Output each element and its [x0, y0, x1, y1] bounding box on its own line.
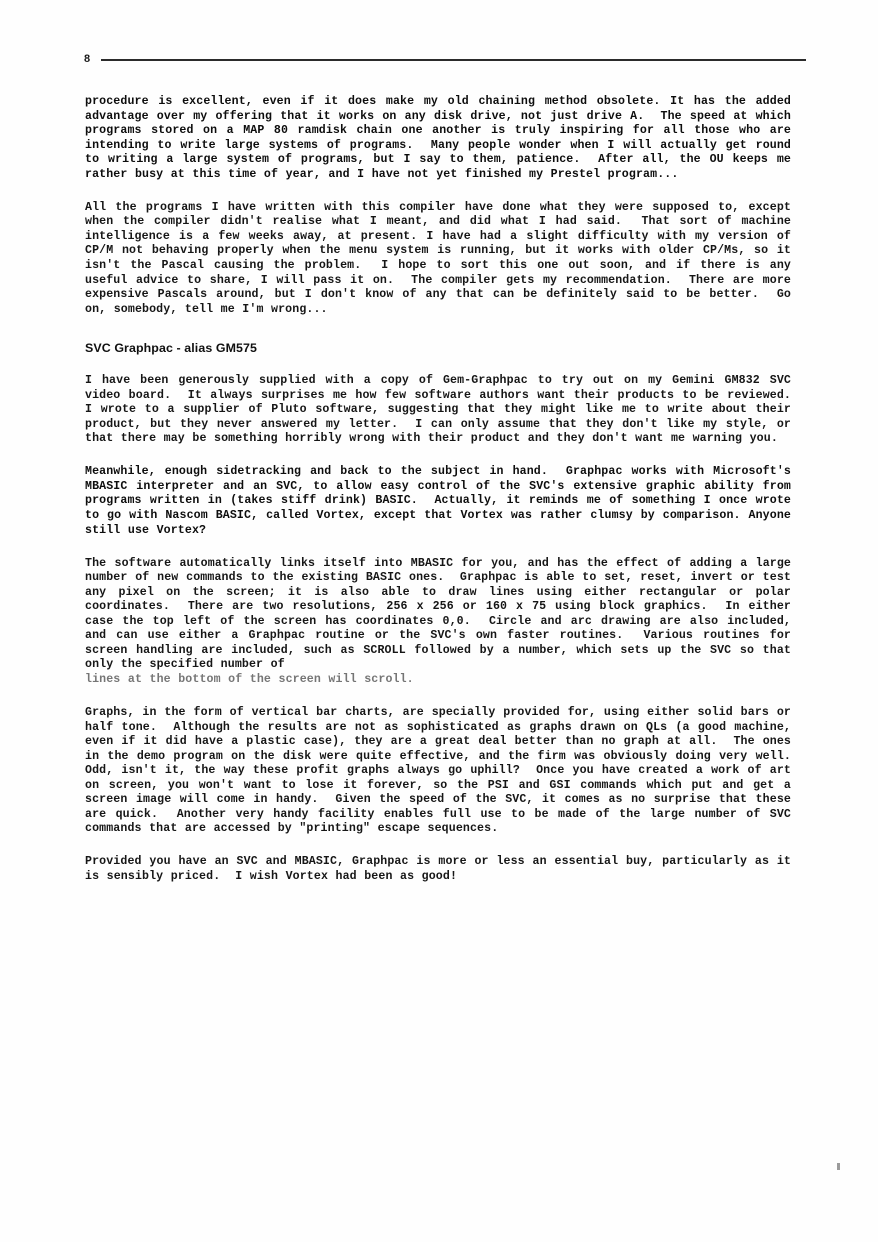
paragraph: Meanwhile, enough sidetracking and back to the subject in hand. Graphpac works with Microsoft's MBASIC interpreter and an SVC, to allow easy control of the SVC's extensive graphic ability from programs written in (takes stiff drink) BASIC. Actually, it reminds me of something I once wrote to go with Nascom BASIC, called Vortex, except that Vortex was rather clumsy by comparison. Anyone still use Vortex?	[85, 465, 799, 537]
paragraph-spacer	[85, 699, 791, 706]
paragraph: Provided you have an SVC and MBASIC, Graphpac is more or less an essential buy, particularly as it is sensibly priced. I wish Vortex had been as good!	[85, 855, 799, 884]
paragraph: procedure is excellent, even if it does make my old chaining method obsolete. It has the added advantage over my offering that it works on any disk drive, not just drive A. The speed at which programs stored on a MAP 80 ramdisk chain one another is truly inspiring for all those who are intending to write large systems of programs. Many people wonder when I will actually get round to writing a large system of programs, but I say to them, patience. After all, the OU keeps me rather busy at this time of year, and I have not yet finished my Prestel program...	[85, 95, 799, 181]
paragraph: Graphs, in the form of vertical bar charts, are specially provided for, using either solid bars or half tone. Although the results are not as sophisticated as graphs drawn on QLs (a good machine, even if it did have a plastic case), they are a great deal better than no graph at all. The ones in the demo program on the disk were quite effective, and the firm was obviously doing very well. Odd, isn't it, the way these profit graphs always go uphill? Once you have created a work of art on screen, you won't want to lose it forever, so the PSI and GSI commands which put and get a screen image will come in handy. Given the speed of the SVC, it comes as no surprise that these are quick. Another very handy facility enables full use to be made of the large number of SVC commands that are accessed by "printing" escape sequences.	[85, 706, 799, 836]
section-spacer	[85, 329, 791, 340]
text-column	[85, 95, 806, 896]
paragraph: All the programs I have written with this compiler have done what they were supposed to, except when the compiler didn't realise what I meant, and did what I had said. That sort of machine intelligence is a few weeks away, at present. I have had a slight difficulty with my version of CP/M not behaving properly when the menu system is running, but it works with older CP/Ms, so it isn't the Pascal causing the problem. I hope to sort this one out soon, and if there is any useful advice to share, I will pass it on. The compiler gets my recommendation. There are more expensive Pascals around, but I don't know of any that can be definitely said to be better. Go on, somebody, tell me I'm wrong...	[85, 200, 799, 316]
paragraph-spacer	[85, 194, 791, 201]
paragraph-spacer	[85, 458, 791, 465]
faded-scan-line: lines at the bottom of the screen will scroll.	[85, 673, 414, 686]
header-rule	[101, 59, 806, 61]
heading-spacer	[85, 367, 791, 374]
scan-speck	[837, 1163, 840, 1170]
paragraph-body: The software automatically links itself into MBASIC for you, and has the effect of adding a large number of new commands to the existing BASIC ones. Graphpac is able to set, reset, invert or test any pixel on the screen; it is also able to draw lines using either rectangular or polar coordinates. There are two resolutions, 256 x 256 or 160 x 75 using block graphics. In either case the top left of the screen has coordinates 0,0. Circle and arc drawing are also included, and can use either a Graphpac routine or the SVC's own faster routines. Various routines for screen handling are included, such as SCROLL followed by a number, which sets up the SVC so that only the specified number of	[85, 556, 799, 672]
paragraph-spacer	[85, 550, 791, 557]
page-header	[84, 48, 806, 70]
paragraph	[85, 556, 799, 688]
paragraph-spacer	[85, 848, 791, 855]
section-heading: SVC Graphpac - alias GM575	[85, 340, 258, 355]
page-number: 8	[84, 52, 91, 65]
paragraph: I have been generously supplied with a copy of Gem-Graphpac to try out on my Gemini GM832 SVC video board. It always surprises me how few software authors want their products to be reviewed. I wrote to a supplier of Pluto software, suggesting that they might like me to write about their product, but they never answered my letter. I can only assume that they don't like my style, or that there may be something horribly wrong with their product and they don't want me warning you.	[85, 374, 806, 446]
